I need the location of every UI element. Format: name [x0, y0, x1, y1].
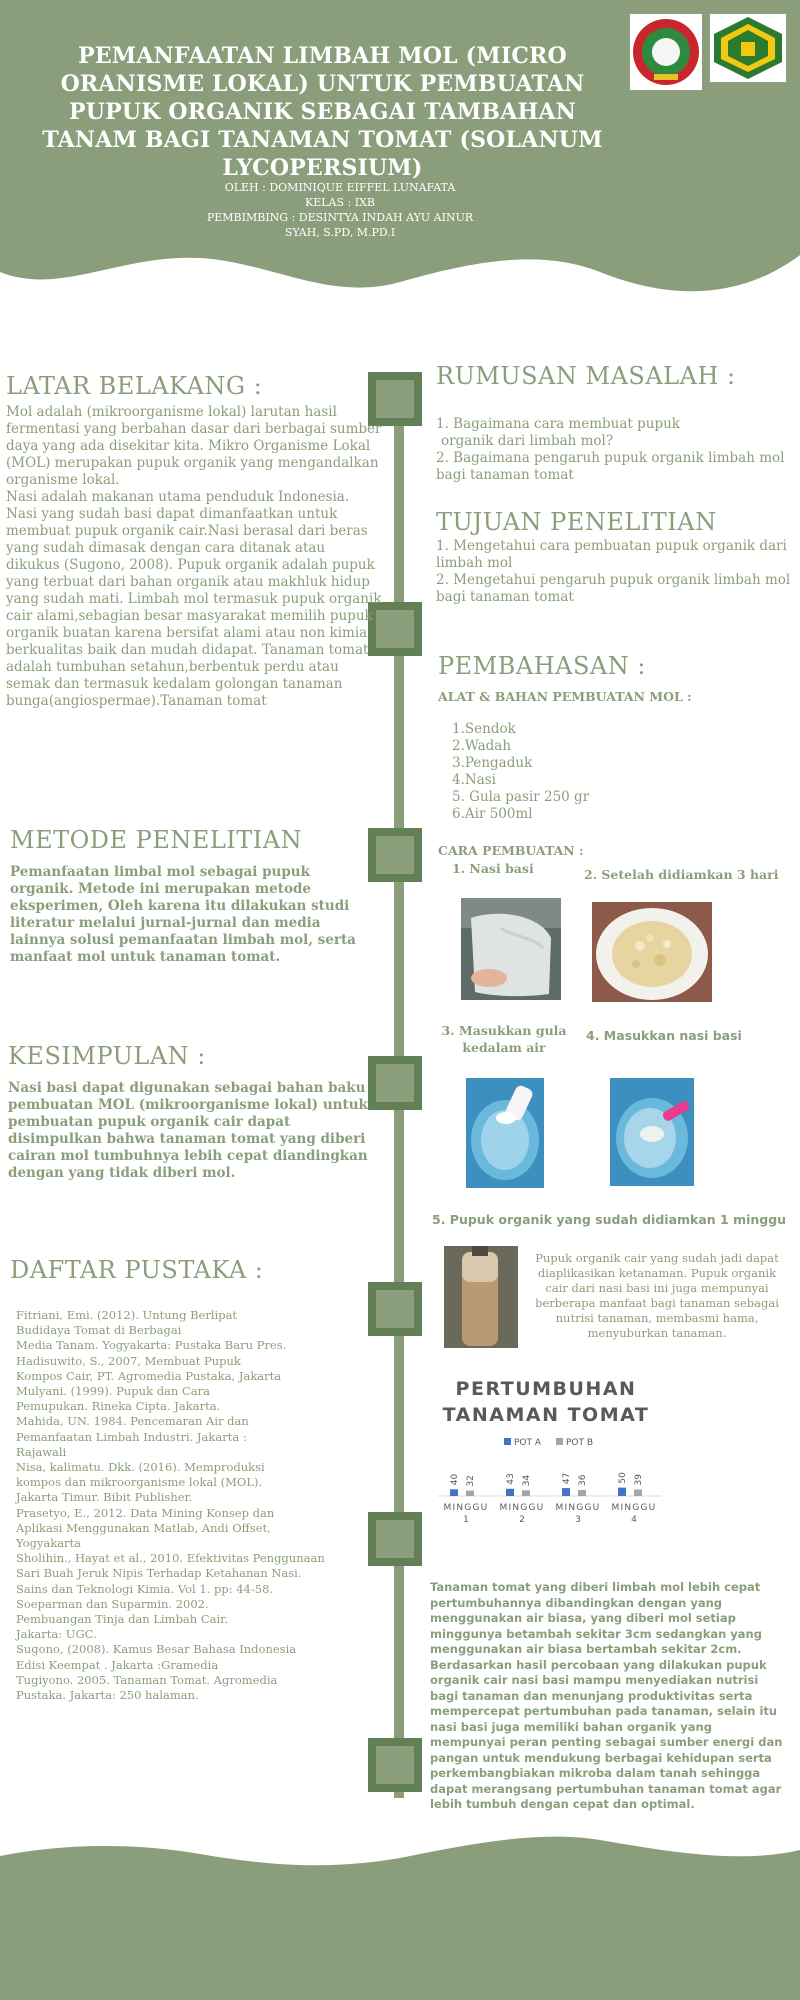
category-label: 4 — [631, 1515, 637, 1525]
alat-item: 6.Air 500ml — [452, 806, 533, 822]
data-label: 47 — [562, 1472, 572, 1485]
alat-item: 5. Gula pasir 250 gr — [452, 789, 590, 805]
legend-label: POT B — [566, 1438, 594, 1448]
data-label: 36 — [578, 1474, 588, 1486]
bar — [450, 1489, 458, 1496]
reference-line: Mulyani. (1999). Pupuk dan Cara — [16, 1384, 210, 1399]
footer-banner — [0, 1830, 800, 2000]
reference-list — [16, 1308, 366, 1703]
rumusan-item-1a: 1. Bagaimana cara membuat pupuk — [436, 416, 680, 432]
alat-label: ALAT & BAHAN PEMBUATAN MOL : — [438, 689, 692, 704]
step-2-label: 2. Setelah didiamkan 3 hari — [584, 867, 779, 882]
bar — [466, 1491, 474, 1496]
rumusan-item-2: 2. Bagaimana pengaruh pupuk organik limbah mol bagi tanaman tomat — [436, 450, 785, 483]
reference-line: Aplikasi Menggunakan Matlab, Andi Offset, — [16, 1520, 271, 1535]
bar — [618, 1488, 626, 1496]
timeline-node — [368, 1512, 422, 1566]
data-label: 50 — [618, 1472, 628, 1484]
reference-line: Media Tanam. Yogyakarta: Pustaka Baru Pres. — [16, 1338, 287, 1353]
latar-paragraph-2: Nasi adalah makanan utama penduduk Indonesia. Nasi yang sudah basi dapat dimanfaatkan untuk membuat pupuk organik cair.Nasi berasal dari beras yang sudah dimasak dengan cara ditanak atau dikukus (Sugono, 2008). Pupuk organik adalah pupuk yang terbuat dari bahan organik atau makhluk hidup yang sudah mati. Limbah mol termasuk pupuk organik cair alami,sebagian besar masyarakat memilih pupuk organik buatan karena bersifat alami atau non kimia berkualitas baik dan mudah didapat. Tanaman tomat adalah tumbuhan setahun,berbentuk perdu atau semak dan termasuk kedalam golongan tanaman bunga(angiospermae).Tanaman tomat — [6, 489, 382, 709]
class-label: KELAS : IXB — [305, 196, 375, 209]
category-label: MINGGU — [443, 1503, 489, 1513]
poster-title: PEMANFAATAN LIMBAH MOL (MICRO ORANISME LOKAL) UNTUK PEMBUATAN PUPUK ORGANIK SEBAGAI TAMBAHAN TANAM BAGI TANAMAN TOMAT (SOLANUM LYCOPERSIUM) — [42, 43, 603, 181]
timeline-node — [368, 1738, 422, 1792]
bar — [522, 1490, 530, 1496]
alat-item: 2.Wadah — [452, 738, 512, 754]
category-label: MINGGU — [555, 1503, 601, 1513]
step-3-label: 3. Masukkan gula kedalam air — [441, 1023, 567, 1055]
reference-line: Jakarta Timur. Bibit Publisher. — [16, 1490, 193, 1505]
latar-text — [6, 404, 382, 710]
reference-line: Hadisuwito, S., 2007, Membuat Pupuk — [16, 1353, 241, 1368]
reference-line: Sari Buah Jeruk Nipis Terhadap Ketahanan Nasi. — [16, 1566, 302, 1581]
reference-line: Mahida, UN. 1984. Pencemaran Air dan — [16, 1414, 249, 1429]
metode-text: Pemanfaatan limbal mol sebagai pupuk organik. Metode ini merupakan metode eksperimen, Oleh karena itu dilakukan studi literatur melalui jurnal-jurnal dan media lainnya solusi pemanfaatan limbah mol, serta manfaat mol untuk tanaman tomat. — [10, 864, 356, 965]
reference-line: Soeparman dan Suparmin. 2002. — [16, 1596, 209, 1611]
data-label: 32 — [466, 1475, 476, 1487]
reference-line: Edisi Keempat . Jakarta :Gramedia — [16, 1657, 219, 1672]
category-label: 1 — [463, 1515, 469, 1525]
hasil-text: Tanaman tomat yang diberi limbah mol lebih cepat pertumbuhannya dibandingkan dengan yang menggunakan air biasa, yang diberi mol setiap minggunya betambah sekitar 3cm sedangkan yang menggunakan air biasa bertambah sekitar 2cm. Berdasarkan hasil percobaan yang dilakukan pupuk organik cair nasi basi mampu menyediakan nutrisi bagi tanaman dan menunjang produktivitas serta mempercepat pertumbuhan pada tanaman, selain itu nasi basi juga memiliki bahan organik yang mempunyai peran penting sebagai sumber energi dan pangan untuk mendukung berbagai kehidupan serta perkembangbiakan mikroba dalam tanah sehingga dapat merangsang pertumbuhan tanaman tomat agar lebih tumbuh dengan cepat dan optimal. — [430, 1580, 783, 1811]
data-label: 34 — [522, 1474, 532, 1487]
bar — [578, 1490, 586, 1496]
timeline-node — [368, 1282, 422, 1336]
reference-line: Pembuangan Tinja dan Limbah Cair. — [16, 1612, 229, 1627]
timeline-node — [368, 828, 422, 882]
supervisor-label: PEMBIMBING : DESINTYA INDAH AYU AINUR SYAH, S.PD, M.PD.I — [206, 211, 474, 239]
data-label: 43 — [506, 1473, 516, 1485]
category-label: MINGGU — [499, 1503, 545, 1513]
tujuan-item-1: 1. Mengetahui cara pembuatan pupuk organik dari limbah mol — [436, 538, 787, 571]
kesimpulan-text: Nasi basi dapat digunakan sebagai bahan baku pembuatan MOL (mikroorganisme lokal) untuk pembuatan pupuk organik cair dapat disimpulkan bahwa tanaman tomat yang diberi cairan mol tumbuhnya lebih cepat diandingkan dengan yang tidak diberi mol. — [8, 1080, 368, 1181]
legend-swatch — [504, 1438, 511, 1445]
category-label: MINGGU — [611, 1503, 657, 1513]
step-5-description: Pupuk organik cair yang sudah jadi dapat diaplikasikan ketanaman. Pupuk organik cair dari nasi basi ini juga mempunyai berberapa manfaat bagi tanaman sebagai nutrisi tanaman, membasmi hama, menyuburkan tanaman. — [535, 1251, 779, 1340]
pembahasan-heading: PEMBAHASAN : — [438, 652, 646, 680]
kemenag-logo — [710, 14, 782, 86]
alat-item: 3.Pengaduk — [452, 755, 533, 771]
reference-line: Kompos Cair, PT. Agromedia Pustaka, Jakarta — [16, 1368, 282, 1383]
data-label: 39 — [634, 1473, 644, 1486]
cara-label: CARA PEMBUATAN : — [438, 843, 584, 858]
photo-rice-into-water — [610, 1078, 694, 1186]
photo-rice-after-3-days — [592, 902, 712, 1002]
author-block — [190, 180, 490, 240]
literacy-logo — [630, 14, 702, 86]
reference-line: Budidaya Tomat di Berbagai — [16, 1323, 182, 1338]
reference-line: kompos dan mikroorganisme lokal (MOL). — [16, 1475, 263, 1490]
chart-title: PERTUMBUHAN TANAMAN TOMAT — [442, 1378, 650, 1426]
reference-line: Sugono, (2008). Kamus Besar Bahasa Indonesia — [16, 1642, 297, 1657]
reference-line: Pemanfaatan Limbah Industri. Jakarta : — [16, 1429, 247, 1444]
reference-line: Fitriani, Emi. (2012). Untung Berlipat — [16, 1308, 238, 1322]
reference-line: Tugiyono. 2005. Tanaman Tomat. Agromedia — [16, 1672, 278, 1687]
bar — [506, 1489, 514, 1496]
reference-line: Yogyakarta — [16, 1536, 82, 1551]
category-label: 2 — [519, 1515, 525, 1525]
pustaka-heading: DAFTAR PUSTAKA : — [10, 1256, 264, 1284]
category-label: 3 — [575, 1515, 581, 1525]
step-5-label: 5. Pupuk organik yang sudah didiamkan 1 minggu — [432, 1212, 787, 1227]
tujuan-list — [436, 538, 794, 606]
kesimpulan-heading: KESIMPULAN : — [8, 1042, 206, 1070]
tujuan-heading: TUJUAN PENELITIAN — [436, 508, 717, 536]
legend-swatch — [556, 1438, 563, 1445]
bar — [634, 1489, 642, 1496]
legend-label: POT A — [514, 1438, 542, 1448]
data-label: 40 — [450, 1473, 460, 1486]
rumusan-item-1b: organik dari limbah mol? — [441, 433, 614, 449]
reference-line: Pustaka. Jakarta: 250 halaman. — [16, 1688, 199, 1703]
reference-line: Rajawali — [16, 1444, 67, 1459]
rumusan-list — [436, 416, 794, 484]
tujuan-item-2: 2. Mengetahui pengaruh pupuk organik limbah mol bagi tanaman tomat — [436, 572, 791, 605]
step-4-label: 4. Masukkan nasi basi — [586, 1028, 742, 1043]
reference-line: Nisa, kalimatu. Dkk. (2016). Memproduksi — [16, 1460, 265, 1475]
step-1-label: 1. Nasi basi — [452, 861, 534, 876]
photo-sugar-into-water — [466, 1078, 544, 1188]
alat-item: 1.Sendok — [452, 721, 516, 737]
author-name: OLEH : DOMINIQUE EIFFEL LUNAFATA — [224, 181, 456, 194]
photo-stale-rice-bag — [461, 898, 561, 1000]
alat-list — [452, 721, 652, 823]
alat-item: 4.Nasi — [452, 772, 496, 788]
latar-heading: LATAR BELAKANG : — [6, 372, 263, 400]
reference-line: Sains dan Teknologi Kimia. Vol 1. pp: 44-58. — [16, 1581, 274, 1596]
reference-line: Sholihin., Hayat et al., 2010. Efektivitas Penggunaan — [16, 1551, 325, 1566]
reference-line: Prasetyo, E., 2012. Data Mining Konsep dan — [16, 1505, 275, 1520]
timeline-node — [368, 1056, 422, 1110]
growth-chart — [430, 1436, 670, 1558]
reference-line: Pemupukan. Rineka Cipta. Jakarta. — [16, 1399, 221, 1414]
photo-fermented-fertilizer — [444, 1246, 518, 1348]
reference-line: Jakarta: UGC. — [16, 1627, 97, 1642]
latar-paragraph-1: Mol adalah (mikroorganisme lokal) larutan hasil fermentasi yang berbahan dasar dari berbagai sumber daya yang ada disekitar kita. Mikro Organisme Lokal (MOL) merupakan pupuk organik yang mengandalkan organisme lokal. — [6, 404, 382, 488]
rumusan-heading: RUMUSAN MASALAH : — [436, 362, 736, 390]
metode-heading: METODE PENELITIAN — [10, 826, 303, 854]
bar — [562, 1488, 570, 1496]
